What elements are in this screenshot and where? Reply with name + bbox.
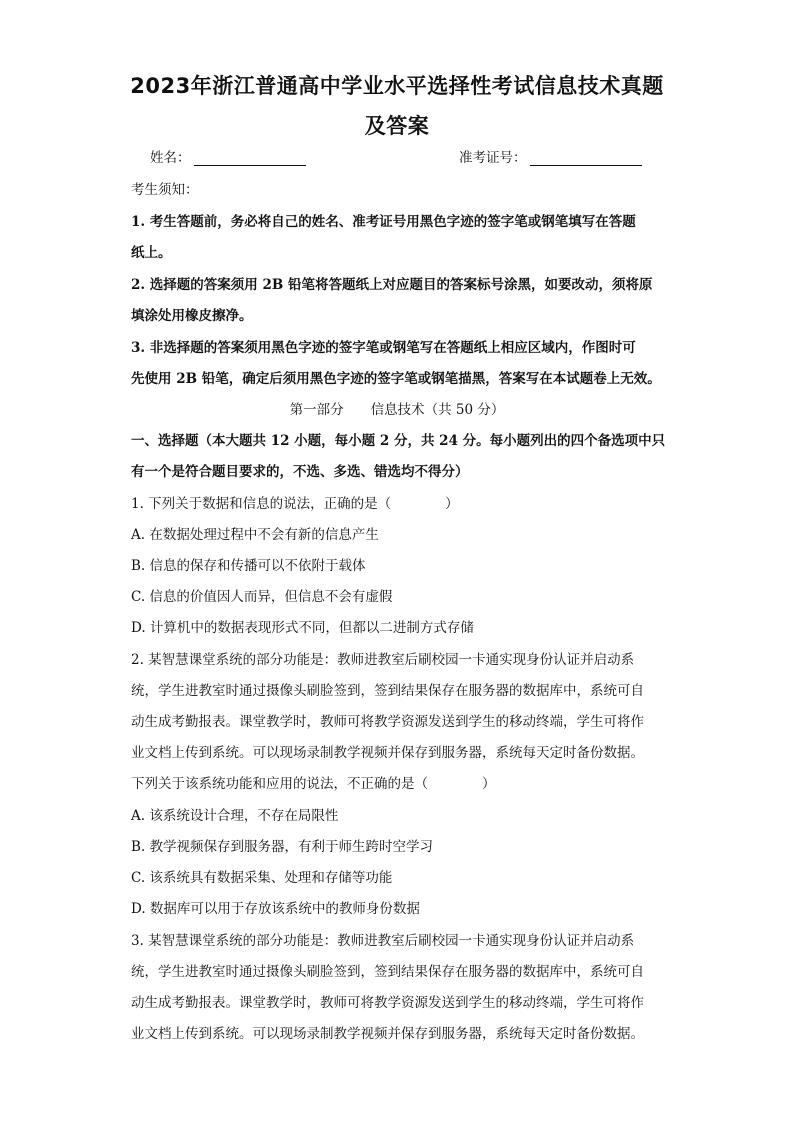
page-title-line2: 及答案 xyxy=(364,114,430,138)
question-1-option-a: A. 在数据处理过程中不会有新的信息产生 xyxy=(131,527,379,543)
question-1-option-d: D. 计算机中的数据表现形式不同，但都以二进制方式存储 xyxy=(131,620,474,636)
question-2-option-b: B. 教学视频保存到服务器，有利于师生跨时空学习 xyxy=(131,839,434,855)
question-2-option-a: A. 该系统设计合理，不存在局限性 xyxy=(131,808,339,824)
notice-line: 填涂处用橡皮擦净。 xyxy=(131,308,253,324)
section-instructions: 有一个是符合题目要求的，不选、多选、错选均不得分） xyxy=(131,464,469,480)
page-title-line1: 2023年浙江普通高中学业水平选择性考试信息技术真题 xyxy=(130,74,664,98)
question-2-option-d: D. 数据库可以用于存放该系统中的教师身份数据 xyxy=(131,901,420,917)
question-2-stem: 下列关于该系统功能和应用的说法，不正确的是（ ） xyxy=(131,776,496,792)
exam-id-blank[interactable] xyxy=(530,165,642,166)
question-1-option-b: B. 信息的保存和传播可以不依附于载体 xyxy=(131,558,366,574)
question-3-stem: 统，学生进教室时通过摄像头刷脸签到，签到结果保存在服务器的数据库中，系统可自 xyxy=(131,964,644,980)
question-3-stem: 动生成考勤报表。课堂教学时，教师可将教学资源发送到学生的移动终端，学生可将作 xyxy=(131,995,644,1011)
exam-id-label: 准考证号： xyxy=(459,150,527,166)
notice-line: 纸上。 xyxy=(131,245,172,261)
notice-line: 先使用 2B 铅笔，确定后须用黑色字迹的签字笔或钢笔描黑，答案写在本试题卷上无效。 xyxy=(131,371,661,387)
question-1-stem: 1. 下列关于数据和信息的说法，正确的是（ ） xyxy=(131,496,459,512)
section-instructions: 一、选择题（本大题共 12 小题，每小题 2 分，共 24 分。每小题列出的四个备选项中只 xyxy=(131,433,666,449)
name-blank[interactable] xyxy=(194,165,306,166)
notice-line: 3. 非选择题的答案须用黑色字迹的签字笔或钢笔写在答题纸上相应区域内，作图时可 xyxy=(131,340,636,356)
question-3-stem: 业文档上传到系统。可以现场录制教学视频并保存到服务器，系统每天定时备份数据。 xyxy=(131,1026,644,1042)
section-title: 第一部分 信息技术（共 50 分） xyxy=(289,402,505,418)
question-2-stem: 业文档上传到系统。可以现场录制教学视频并保存到服务器，系统每天定时备份数据。 xyxy=(131,745,644,761)
notice-line: 1. 考生答题前，务必将自己的姓名、准考证号用黑色字迹的签字笔或钢笔填写在答题 xyxy=(131,214,636,230)
name-label: 姓名： xyxy=(150,150,191,166)
question-2-option-c: C. 该系统具有数据采集、处理和存储等功能 xyxy=(131,870,393,886)
question-2-stem: 动生成考勤报表。课堂教学时，教师可将教学资源发送到学生的移动终端，学生可将作 xyxy=(131,714,644,730)
question-2-stem: 统，学生进教室时通过摄像头刷脸签到，签到结果保存在服务器的数据库中，系统可自 xyxy=(131,683,644,699)
question-2-stem: 2. 某智慧课堂系统的部分功能是：教师进教室后刷校园一卡通实现身份认证并启动系 xyxy=(131,652,635,668)
notice-line: 2. 选择题的答案须用 2B 铅笔将答题纸上对应题目的答案标号涂黑，如要改动，须将原 xyxy=(131,277,653,293)
question-1-option-c: C. 信息的价值因人而异，但信息不会有虚假 xyxy=(131,589,393,605)
question-3-stem: 3. 某智慧课堂系统的部分功能是：教师进教室后刷校园一卡通实现身份认证并启动系 xyxy=(131,933,635,949)
notice-heading: 考生须知： xyxy=(131,182,199,198)
